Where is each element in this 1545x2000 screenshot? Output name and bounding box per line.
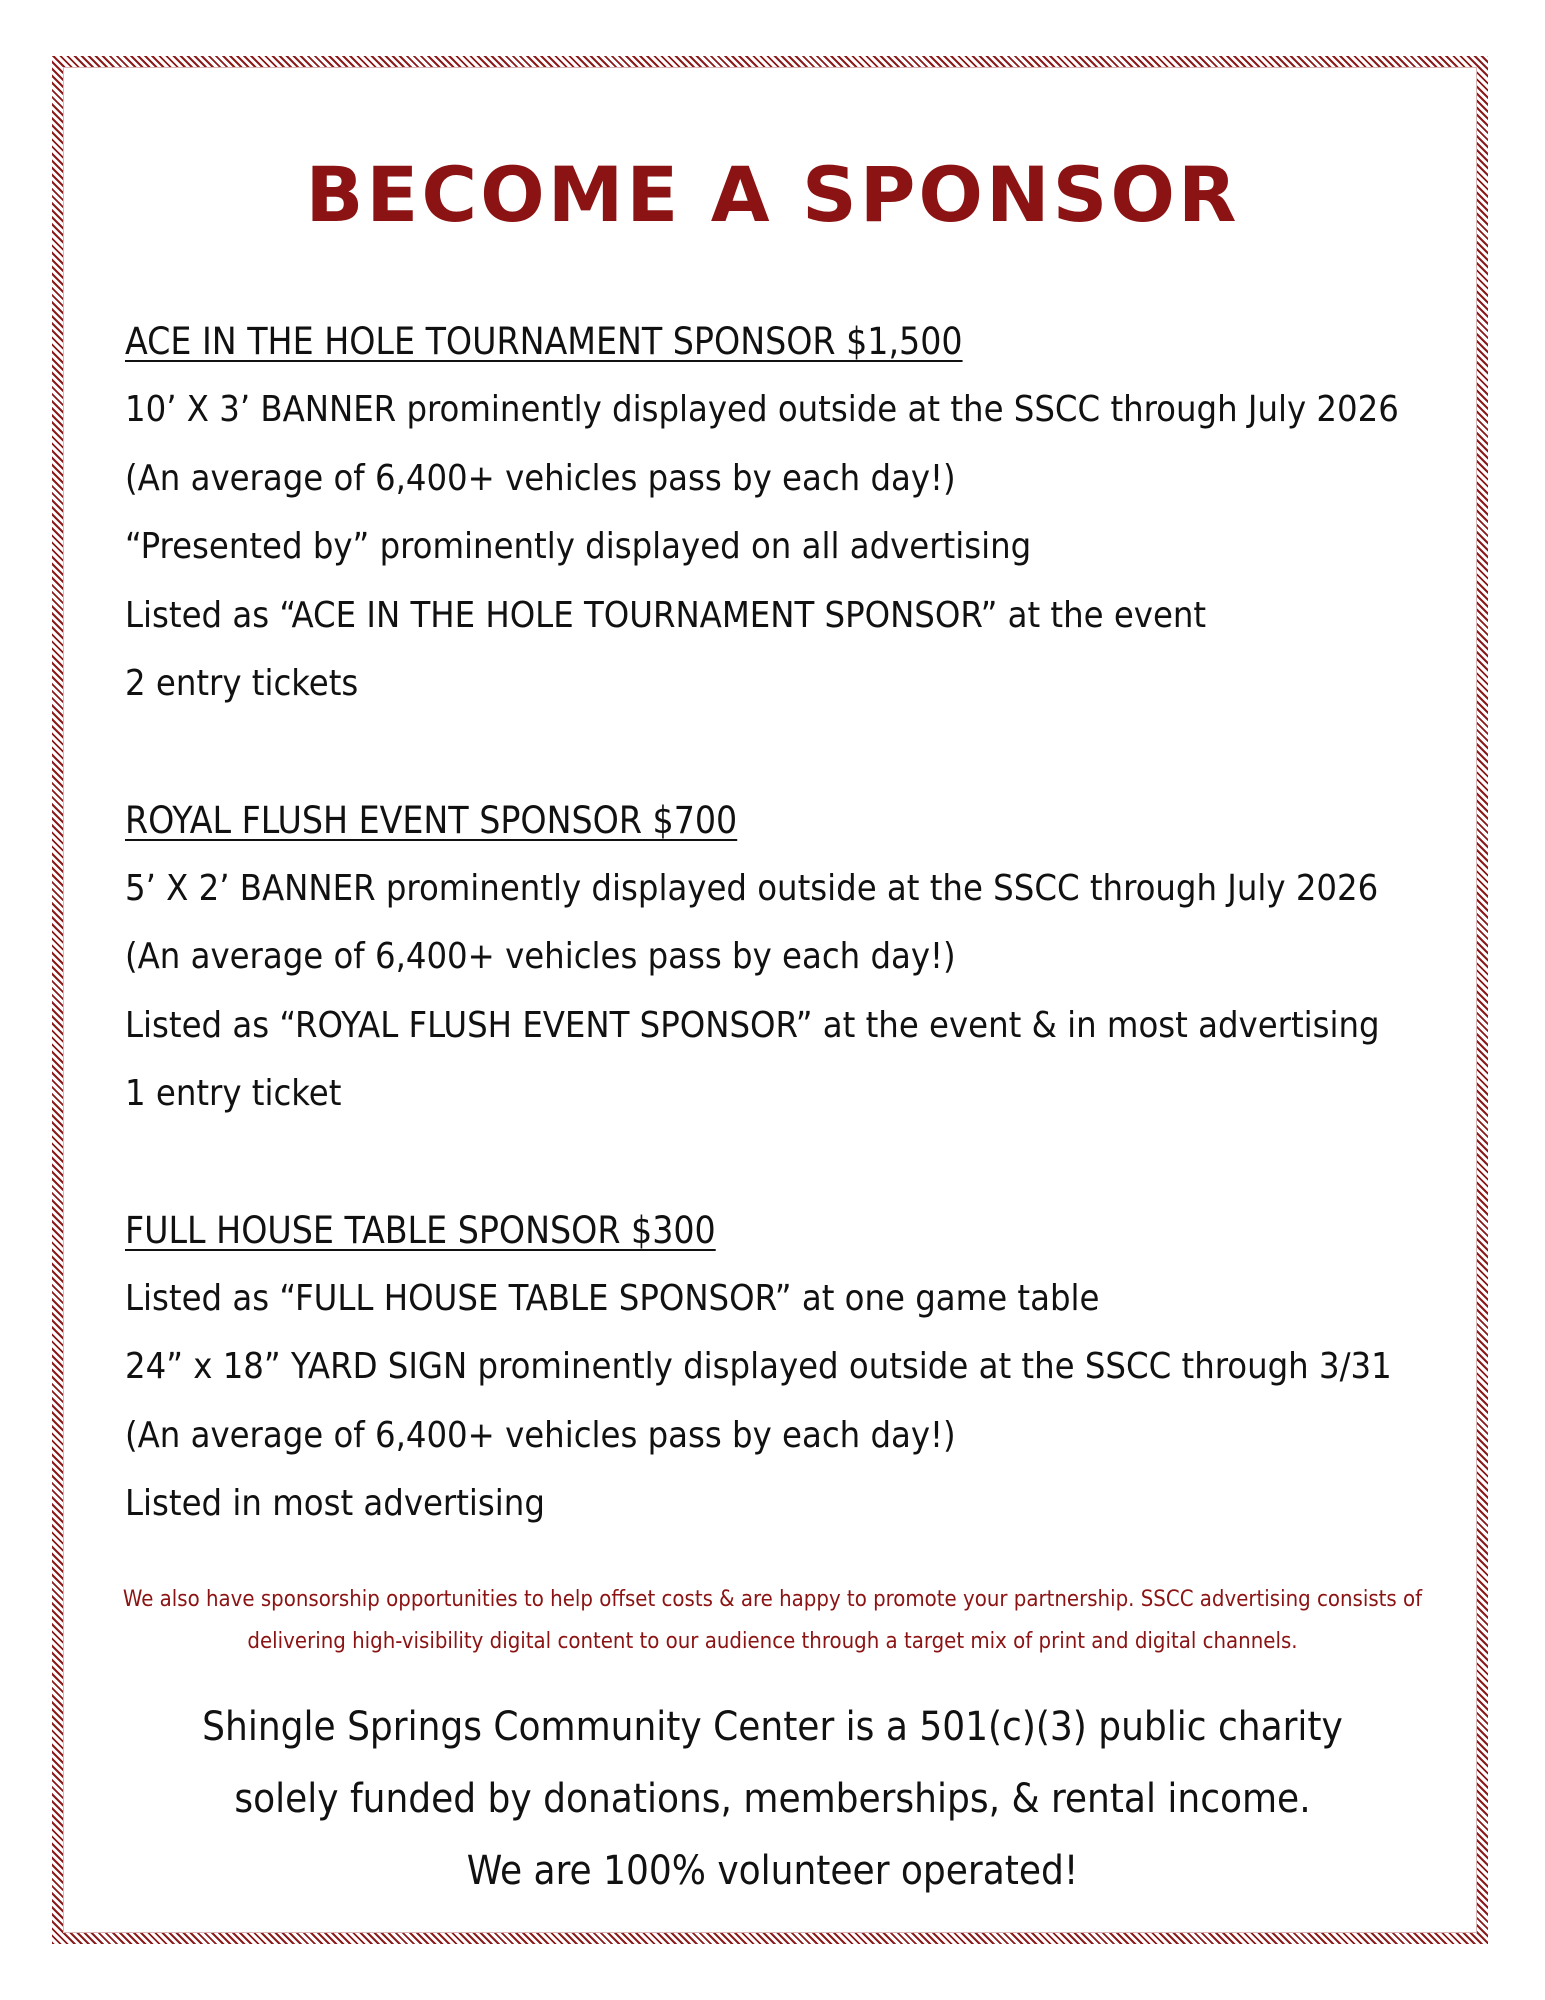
tier-benefit: Listed as “ACE IN THE HOLE TOURNAMENT SPONSOR” at the event xyxy=(125,594,1207,636)
tier-benefit: 1 entry ticket xyxy=(125,1073,342,1114)
fine-print-line: delivering high-visibility digital content to our audience through a target mix of print and digital channels. xyxy=(247,1629,1298,1654)
tier-benefit: (An average of 6,400+ vehicles pass by each day!) xyxy=(125,1414,956,1456)
tier-benefit: 5’ X 2’ BANNER prominently displayed outside at the SSCC through July 2026 xyxy=(125,867,1379,909)
tier-benefit: Listed as “FULL HOUSE TABLE SPONSOR” at one game table xyxy=(125,1277,1100,1319)
tier-royal-flush xyxy=(125,787,1425,1129)
tier-benefit: 2 entry tickets xyxy=(125,663,359,704)
closing-line: solely funded by donations, memberships, & rental income. xyxy=(234,1776,1311,1822)
closing-statement xyxy=(0,1691,1545,1907)
closing-line: We are 100% volunteer operated! xyxy=(466,1848,1079,1894)
tier-benefit: Listed in most advertising xyxy=(125,1483,545,1524)
tier-heading: ROYAL FLUSH EVENT SPONSOR $700 xyxy=(125,798,738,842)
tier-benefit: (An average of 6,400+ vehicles pass by each day!) xyxy=(125,936,956,977)
tier-benefit: Listed as “ROYAL FLUSH EVENT SPONSOR” at the event & in most advertising xyxy=(125,1004,1380,1046)
fine-print-line: We also have sponsorship opportunities to help offset costs & are happy to promote your partnership. SSCC advertising consists of xyxy=(122,1587,1423,1612)
tier-benefit: (An average of 6,400+ vehicles pass by each day!) xyxy=(125,457,956,499)
sponsor-tiers xyxy=(125,308,1425,1607)
fine-print-note xyxy=(110,1579,1435,1663)
tier-heading: FULL HOUSE TABLE SPONSOR $300 xyxy=(125,1208,716,1252)
closing-line: Shingle Springs Community Center is a 501(c)(3) public charity xyxy=(202,1704,1343,1750)
tier-benefit: 10’ X 3’ BANNER prominently displayed outside at the SSCC through July 2026 xyxy=(125,389,1399,430)
tier-ace-in-the-hole xyxy=(125,308,1425,719)
tier-heading: ACE IN THE HOLE TOURNAMENT SPONSOR $1,500 xyxy=(125,320,963,363)
tier-benefit: “Presented by” prominently displayed on all advertising xyxy=(125,526,1032,567)
tier-full-house xyxy=(125,1197,1425,1539)
tier-benefit: 24” x 18” YARD SIGN prominently displayed outside at the SSCC through 3/31 xyxy=(125,1346,1392,1387)
page-title: BECOME A SPONSOR xyxy=(305,150,1240,239)
